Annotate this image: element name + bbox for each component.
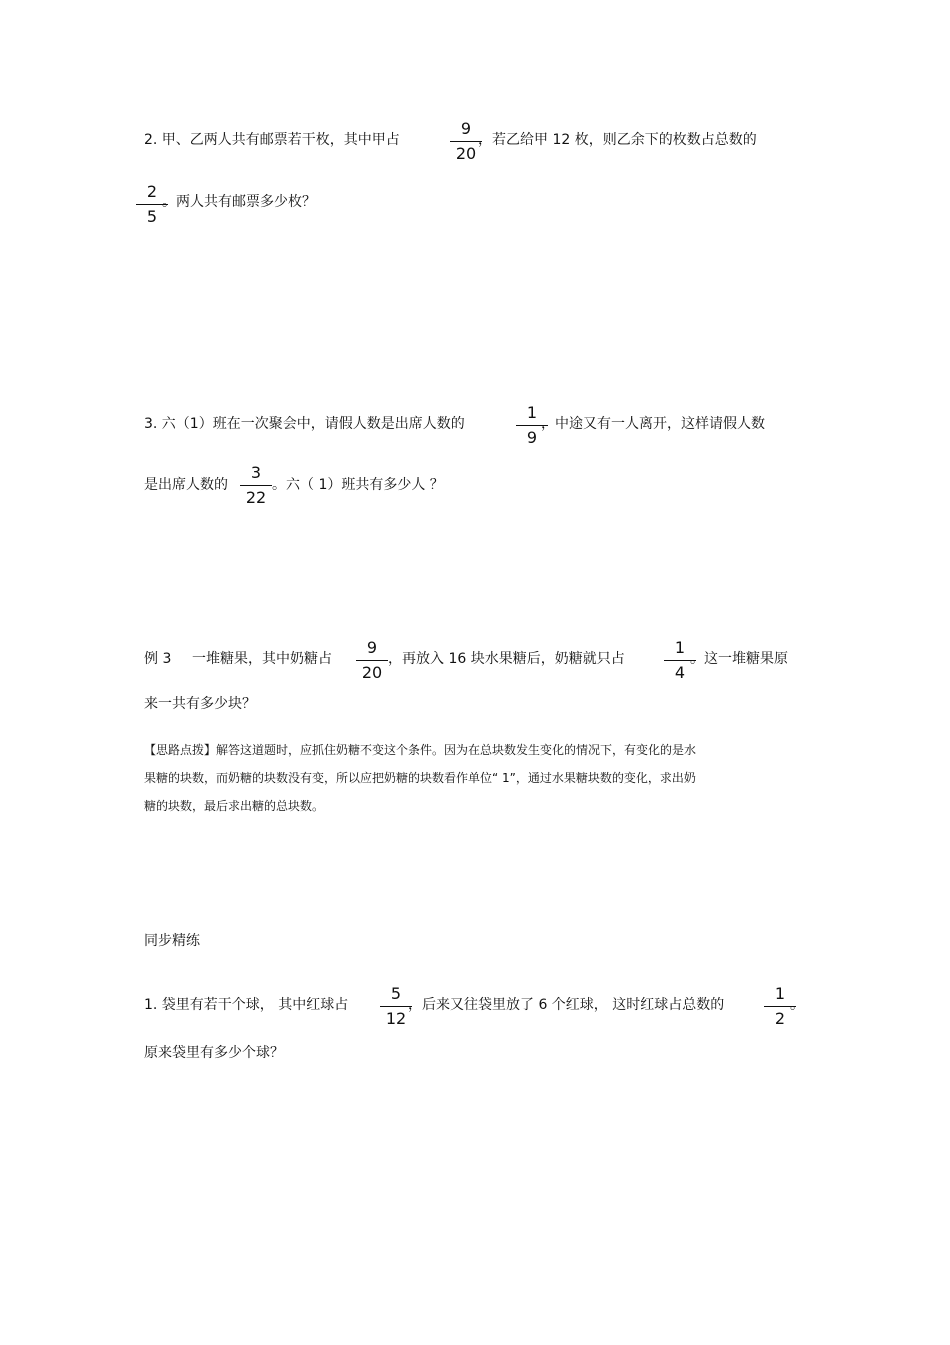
p1-fraction-2-denominator: 2 xyxy=(774,1009,786,1028)
q3-fraction-1-denominator: 9 xyxy=(526,428,538,447)
q2-fraction-2-numerator: 2 xyxy=(146,182,158,201)
p1-text-2: ，后来又往袋里放了 6 个红球， 这时红球占总数的 xyxy=(408,997,725,1013)
q3-text-3: 是出席人数的 xyxy=(144,477,228,493)
p1-text-1: 1. 袋里有若干个球， 其中红球占 xyxy=(144,997,349,1013)
p1-fraction-1-denominator: 12 xyxy=(385,1009,407,1028)
fraction-bar xyxy=(240,485,272,486)
q3-fraction-2-denominator: 22 xyxy=(245,488,267,507)
ex3-fraction-2-denominator: 4 xyxy=(674,663,686,682)
ex3-fraction-2-numerator: 1 xyxy=(674,638,686,657)
section-title: 同步精练 xyxy=(144,933,200,949)
q3-text-4: 。六（ 1）班共有多少人 ？ xyxy=(272,477,444,493)
q2-fraction-1-denominator: 20 xyxy=(455,144,477,163)
ex3-text-2: ，再放入 16 块水果糖后，奶糖就只占 xyxy=(388,651,625,667)
q3-text-1: 3. 六（1）班在一次聚会中，请假人数是出席人数的 xyxy=(144,416,465,432)
example-label: 例 3 xyxy=(144,651,172,667)
ex3-fraction-1-numerator: 9 xyxy=(366,638,378,657)
fraction-bar xyxy=(356,660,388,661)
p1-text-4: 原来袋里有多少个球？ xyxy=(144,1045,284,1061)
q2-fraction-2-denominator: 5 xyxy=(146,207,158,226)
q2-text-1: 2. 甲、乙两人共有邮票若干枚，其中甲占 xyxy=(144,132,400,148)
hint-line-1: 【思路点拨】解答这道题时，应抓住奶糖不变这个条件。因为在总块数发生变化的情况下，有变化的是水 xyxy=(144,743,697,757)
ex3-text-4: 来一共有多少块？ xyxy=(144,696,256,712)
hint-line-2: 果糖的块数，而奶糖的块数没有变，所以应把奶糖的块数看作单位“ 1”，通过水果糖块数的变化，求出奶 xyxy=(144,771,696,785)
p1-text-3: 。 xyxy=(790,997,804,1013)
ex3-text-1: 一堆糖果，其中奶糖占 xyxy=(192,651,332,667)
p1-fraction-1-numerator: 5 xyxy=(390,984,402,1003)
q2-text-2: ，若乙给甲 12 枚，则乙余下的枚数占总数的 xyxy=(478,132,757,148)
ex3-fraction-1-denominator: 20 xyxy=(361,663,383,682)
p1-fraction-2-numerator: 1 xyxy=(774,984,786,1003)
q2-fraction-1-numerator: 9 xyxy=(460,119,472,138)
q3-fraction-2-numerator: 3 xyxy=(250,463,262,482)
ex3-text-3: 。这一堆糖果原 xyxy=(690,651,788,667)
hint-line-3: 糖的块数，最后求出糖的总块数。 xyxy=(144,799,325,813)
q3-text-2: ，中途又有一人离开，这样请假人数 xyxy=(541,416,765,432)
q3-fraction-1-numerator: 1 xyxy=(526,403,538,422)
q2-text-3: 。两人共有邮票多少枚？ xyxy=(162,194,316,210)
